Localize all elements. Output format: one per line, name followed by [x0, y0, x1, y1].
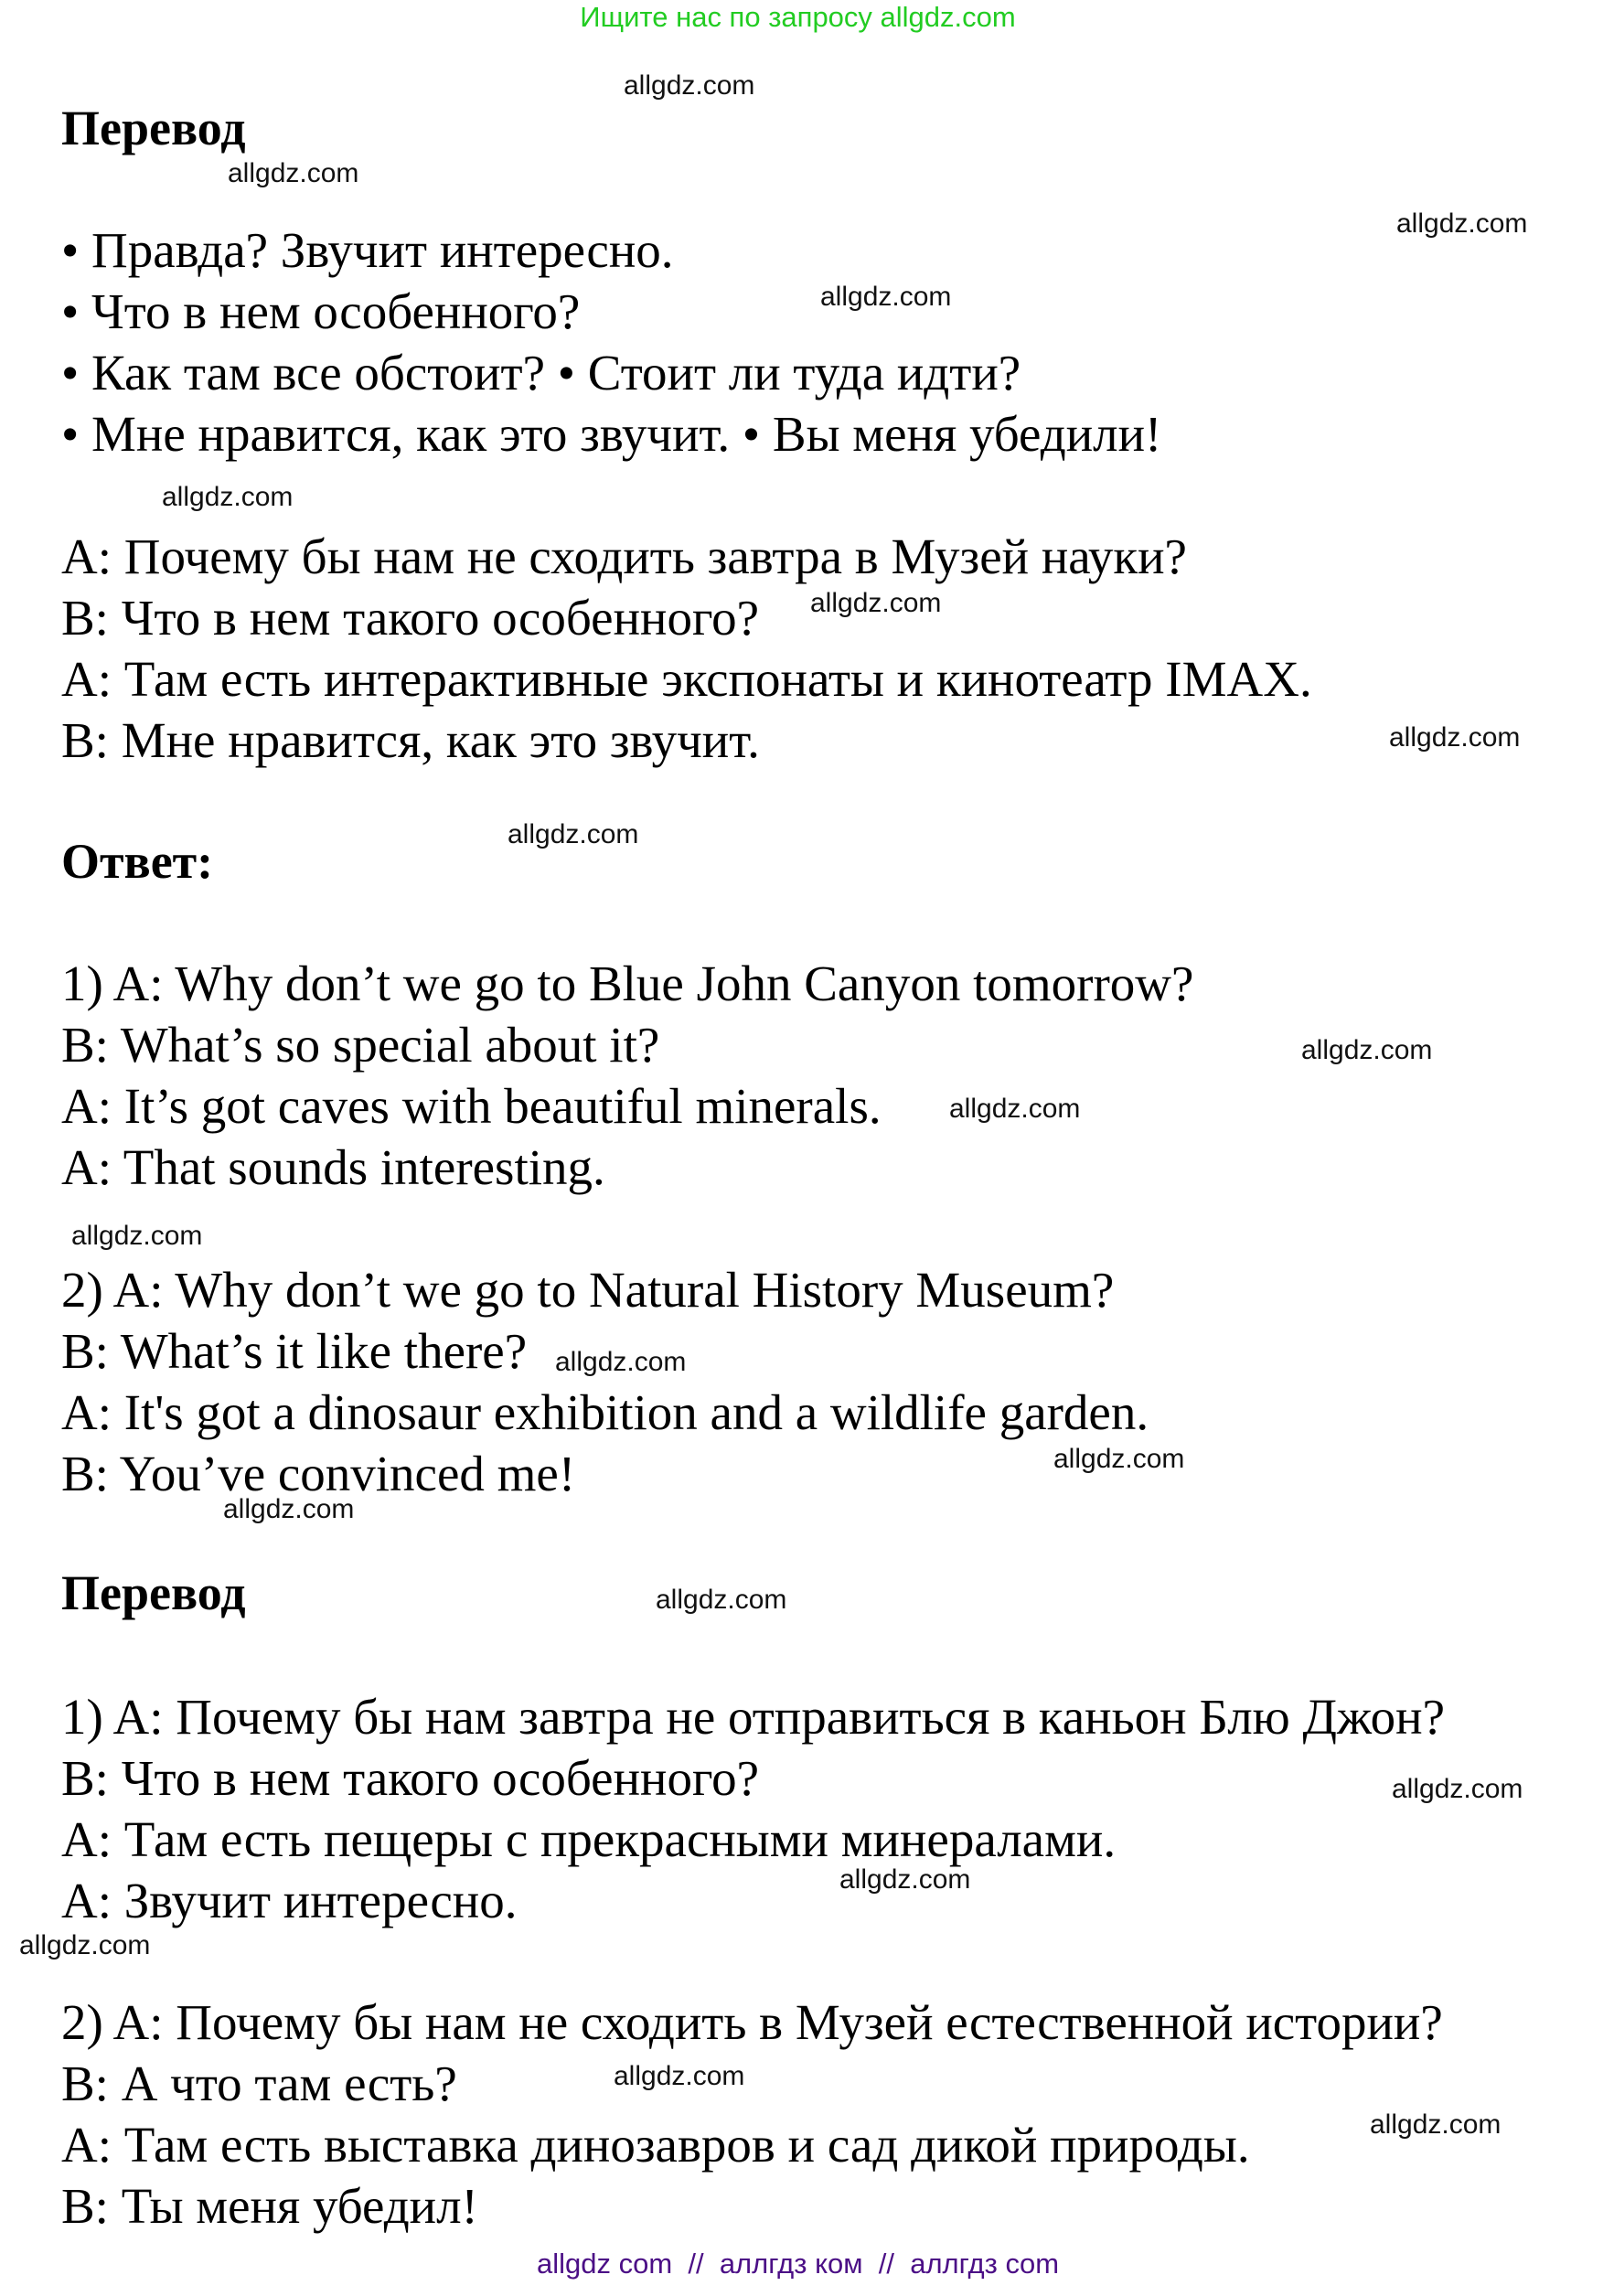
watermark: allgdz.com — [820, 282, 952, 312]
watermark: allgdz.com — [810, 588, 942, 618]
text-line: • Что в нем особенного? — [61, 283, 581, 339]
text-line: B: What’s it like there? — [61, 1323, 528, 1379]
text-line: B: А что там есть? — [61, 2056, 457, 2111]
text-line: A: It’s got caves with beautiful minerals. — [61, 1078, 882, 1134]
search-hint-header: Ищите нас по запросу allgdz.com — [580, 1, 1016, 33]
section-heading: Ответ: — [61, 834, 214, 889]
text-line: 2) A: Why don’t we go to Natural History Museum? — [61, 1262, 1115, 1318]
watermark: allgdz.com — [223, 1494, 355, 1524]
watermark: allgdz.com — [555, 1347, 687, 1377]
watermark: allgdz.com — [71, 1221, 203, 1251]
text-line: 2) A: Почему бы нам не сходить в Музей естественной истории? — [61, 1994, 1443, 2050]
watermark: allgdz.com — [1396, 208, 1528, 239]
watermark: allgdz.com — [1301, 1035, 1433, 1065]
watermark: allgdz.com — [1053, 1444, 1185, 1474]
watermark: allgdz.com — [656, 1585, 787, 1615]
text-line: 1) A: Why don’t we go to Blue John Canyon tomorrow? — [61, 956, 1194, 1011]
watermark: allgdz.com — [228, 158, 359, 188]
watermark: allgdz.com — [1389, 722, 1521, 753]
text-line: B: You’ve convinced me! — [61, 1446, 576, 1501]
text-line: • Мне нравится, как это звучит. • Вы меня убедили! — [61, 406, 1162, 462]
text-line: 1) A: Почему бы нам завтра не отправиться в каньон Блю Джон? — [61, 1689, 1445, 1745]
watermark: allgdz.com — [508, 819, 639, 849]
watermark: allgdz.com — [624, 70, 755, 101]
watermark: allgdz.com — [162, 482, 294, 512]
watermark: allgdz.com — [839, 1864, 971, 1895]
footer-links: allgdz com // аллгдз ком // аллгдз com — [536, 2248, 1060, 2280]
text-line: B: Мне нравится, как это звучит. — [61, 712, 760, 768]
text-line: • Правда? Звучит интересно. — [61, 222, 674, 278]
section-heading: Перевод — [61, 101, 246, 155]
text-line: B: What’s so special about it? — [61, 1017, 660, 1073]
text-line: A: That sounds interesting. — [61, 1139, 605, 1195]
watermark: allgdz.com — [1370, 2109, 1501, 2140]
text-line: B: Что в нем такого особенного? — [61, 590, 760, 646]
text-line: A: Там есть выставка динозавров и сад дикой природы. — [61, 2117, 1250, 2173]
section-heading: Перевод — [61, 1565, 246, 1620]
text-line: A: Звучит интересно. — [61, 1873, 518, 1928]
watermark: allgdz.com — [1392, 1774, 1523, 1804]
text-line: A: Там есть интерактивные экспонаты и кинотеатр IMAX. — [61, 651, 1312, 707]
watermark: allgdz.com — [614, 2061, 745, 2091]
text-line: A: Почему бы нам не сходить завтра в Музей науки? — [61, 529, 1187, 584]
text-line: B: Ты меня убедил! — [61, 2178, 478, 2234]
text-line: • Как там все обстоит? • Стоит ли туда идти? — [61, 345, 1021, 400]
watermark: allgdz.com — [19, 1930, 151, 1960]
text-line: A: Там есть пещеры с прекрасными минералами. — [61, 1811, 1117, 1867]
text-line: A: It's got a dinosaur exhibition and a wildlife garden. — [61, 1384, 1149, 1440]
text-line: B: Что в нем такого особенного? — [61, 1750, 760, 1806]
watermark: allgdz.com — [949, 1094, 1081, 1124]
